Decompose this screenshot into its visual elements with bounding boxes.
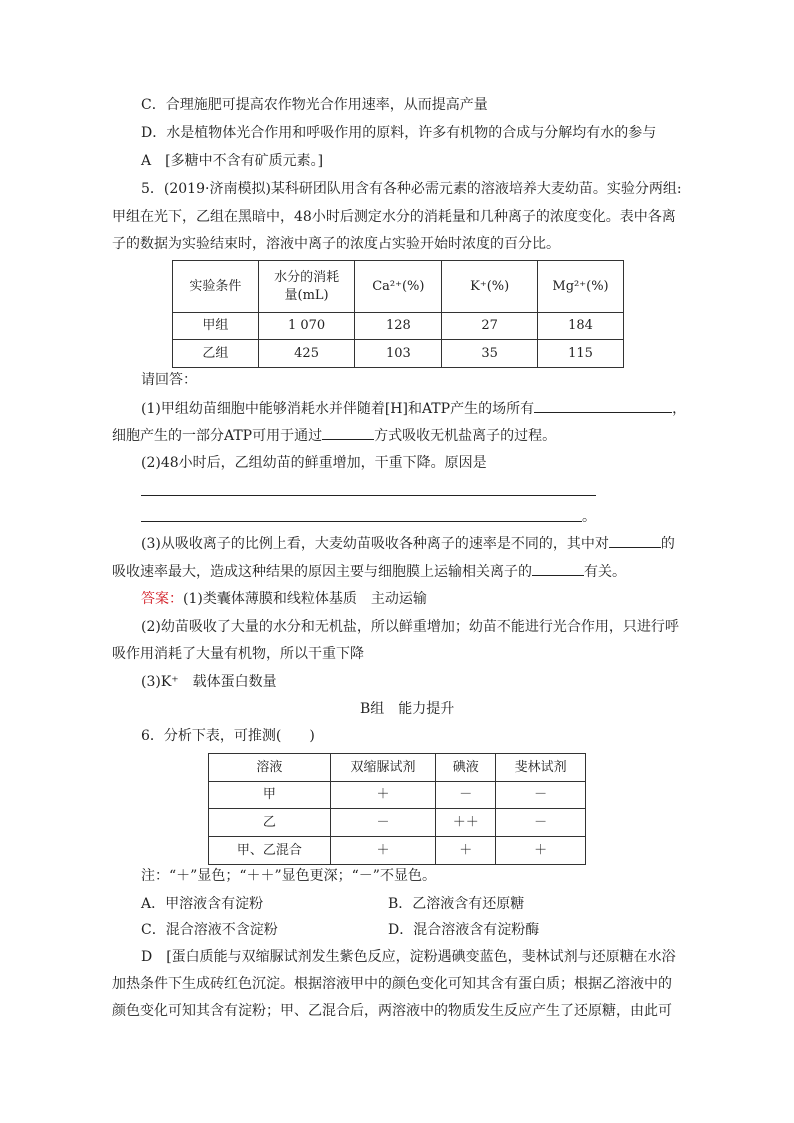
cell: ＋ (330, 782, 436, 809)
table-note: 注：“＋”显色；“＋＋”显色更深；“－”不显色。 (141, 868, 436, 884)
cell: － (496, 782, 586, 809)
option-6b: B．乙溶液含有还原糖 (388, 896, 525, 912)
option-6d: D．混合溶液含有淀粉酶 (388, 922, 540, 938)
answer-q4: A [多糖中不含有矿质元素。] (141, 153, 324, 169)
cell: 425 (258, 340, 355, 368)
answer-blank-line-2 (141, 521, 582, 522)
sub3-b-post: 有关。 (584, 564, 626, 580)
sub3-a-post: 的 (660, 536, 675, 552)
table-row (209, 837, 586, 865)
blank (609, 533, 661, 548)
cell: 115 (538, 340, 624, 368)
cell: 甲组 (173, 313, 259, 340)
header-water-l1: 水分的消耗 (274, 269, 340, 285)
sub1-b-pre: 细胞产生的一部分ATP可用于通过 (112, 428, 323, 444)
answer-2-line-2: 吸作用消耗了大量有机物，所以干重下降 (112, 646, 364, 662)
sub-question-3-b (112, 561, 626, 582)
reagent-table-header (209, 754, 586, 782)
cell: ＋ (496, 837, 586, 865)
ion-table-header (173, 261, 624, 313)
option-6a: A．甲溶液含有淀粉 (141, 896, 264, 912)
cell: － (496, 809, 586, 837)
cell: 乙 (209, 809, 331, 837)
explanation-line-1: D [蛋白质能与双缩脲试剂发生紫色反应，淀粉遇碘变蓝色，斐林试剂与还原糖在水浴 (141, 949, 676, 965)
table-row (173, 340, 624, 368)
header-fehling: 斐林试剂 (496, 754, 586, 782)
header-k: K⁺(%) (442, 261, 538, 313)
table-row (173, 313, 624, 340)
please-answer: 请回答： (141, 372, 197, 388)
sub-question-3-a (141, 533, 675, 554)
answer-1 (141, 589, 427, 609)
cell: 184 (538, 313, 624, 340)
cell: － (330, 809, 436, 837)
cell: ＋ (330, 837, 436, 865)
explanation-line-2: 加热条件下生成砖红色沉淀。根据溶液甲中的颜色变化可知其含有蛋白质；根据乙溶液中的 (112, 976, 672, 992)
question-5-line-2: 甲组在光下，乙组在黑暗中，48小时后测定水分的消耗量和几种离子的浓度变化。表中各离 (112, 209, 676, 225)
table-row (209, 782, 586, 809)
question-5-line-3: 子的数据为实验结束时，溶液中离子的浓度占实验开始时浓度的百分比。 (112, 236, 560, 252)
answer-blank-line-1 (141, 495, 596, 496)
header-ca: Ca²⁺(%) (355, 261, 442, 313)
cell: 1 070 (258, 313, 355, 340)
sub1-a-text: (1)甲组幼苗细胞中能够消耗水并伴随着[H]和ATP产生的场所有 (141, 401, 535, 417)
sub-question-2: (2)48小时后，乙组幼苗的鲜重增加，干重下降。原因是 (141, 455, 487, 471)
question-6: 6．分析下表，可推测( ) (141, 728, 315, 744)
cell: 27 (442, 313, 538, 340)
header-condition: 实验条件 (173, 261, 259, 313)
option-c: C．合理施肥可提高农作物光合作用速率，从而提高产量 (141, 97, 488, 113)
header-water-l2: 量(mL) (284, 287, 329, 303)
reagent-table (208, 753, 586, 865)
explanation-line-3: 颜色变化可知其含有淀粉；甲、乙混合后，两溶液中的物质发生反应产生了还原糖，由此可 (112, 1003, 672, 1019)
answer-label: 答案： (141, 591, 183, 607)
blank (532, 561, 584, 576)
sub-question-1-b (112, 425, 556, 446)
sub1-a-end: ， (672, 401, 687, 417)
header-water (258, 261, 355, 313)
ion-table (172, 260, 624, 368)
table-row (209, 809, 586, 837)
cell: 甲 (209, 782, 331, 809)
header-iodine: 碘液 (436, 754, 496, 782)
cell: ＋ (436, 837, 496, 865)
cell: 甲、乙混合 (209, 837, 331, 865)
header-mg: Mg²⁺(%) (538, 261, 624, 313)
sub2-end: 。 (582, 509, 596, 525)
sub1-b-post: 方式吸收无机盐离子的过程。 (374, 428, 557, 444)
option-6c: C．混合溶液不含淀粉 (141, 922, 278, 938)
question-5-line-1: 5．(2019·济南模拟)某科研团队用含有各种必需元素的溶液培养大麦幼苗。实验分两组: (141, 181, 682, 197)
cell: － (436, 782, 496, 809)
cell: 128 (355, 313, 442, 340)
section-b-title: B组 能力提升 (360, 701, 455, 717)
sub-question-1-a (141, 398, 686, 419)
option-d: D．水是植物体光合作用和呼吸作用的原料，许多有机物的合成与分解均有水的参与 (141, 125, 657, 141)
blank (322, 425, 374, 440)
answer-2-line-1: (2)幼苗吸收了大量的水分和无机盐，所以鲜重增加；幼苗不能进行光合作用，只进行呼 (141, 619, 679, 635)
answer-3: (3)K⁺ 载体蛋白数量 (141, 674, 277, 690)
cell: ＋＋ (436, 809, 496, 837)
header-biuret: 双缩脲试剂 (330, 754, 436, 782)
cell: 乙组 (173, 340, 259, 368)
cell: 35 (442, 340, 538, 368)
blank (534, 398, 672, 413)
answer-1-text: (1)类囊体薄膜和线粒体基质 主动运输 (183, 591, 427, 607)
cell: 103 (355, 340, 442, 368)
sub3-b-pre: 吸收速率最大，造成这种结果的原因主要与细胞膜上运输相关离子的 (112, 564, 532, 580)
header-solution: 溶液 (209, 754, 331, 782)
sub3-a-pre: (3)从吸收离子的比例上看，大麦幼苗吸收各种离子的速率是不同的，其中对 (141, 536, 609, 552)
